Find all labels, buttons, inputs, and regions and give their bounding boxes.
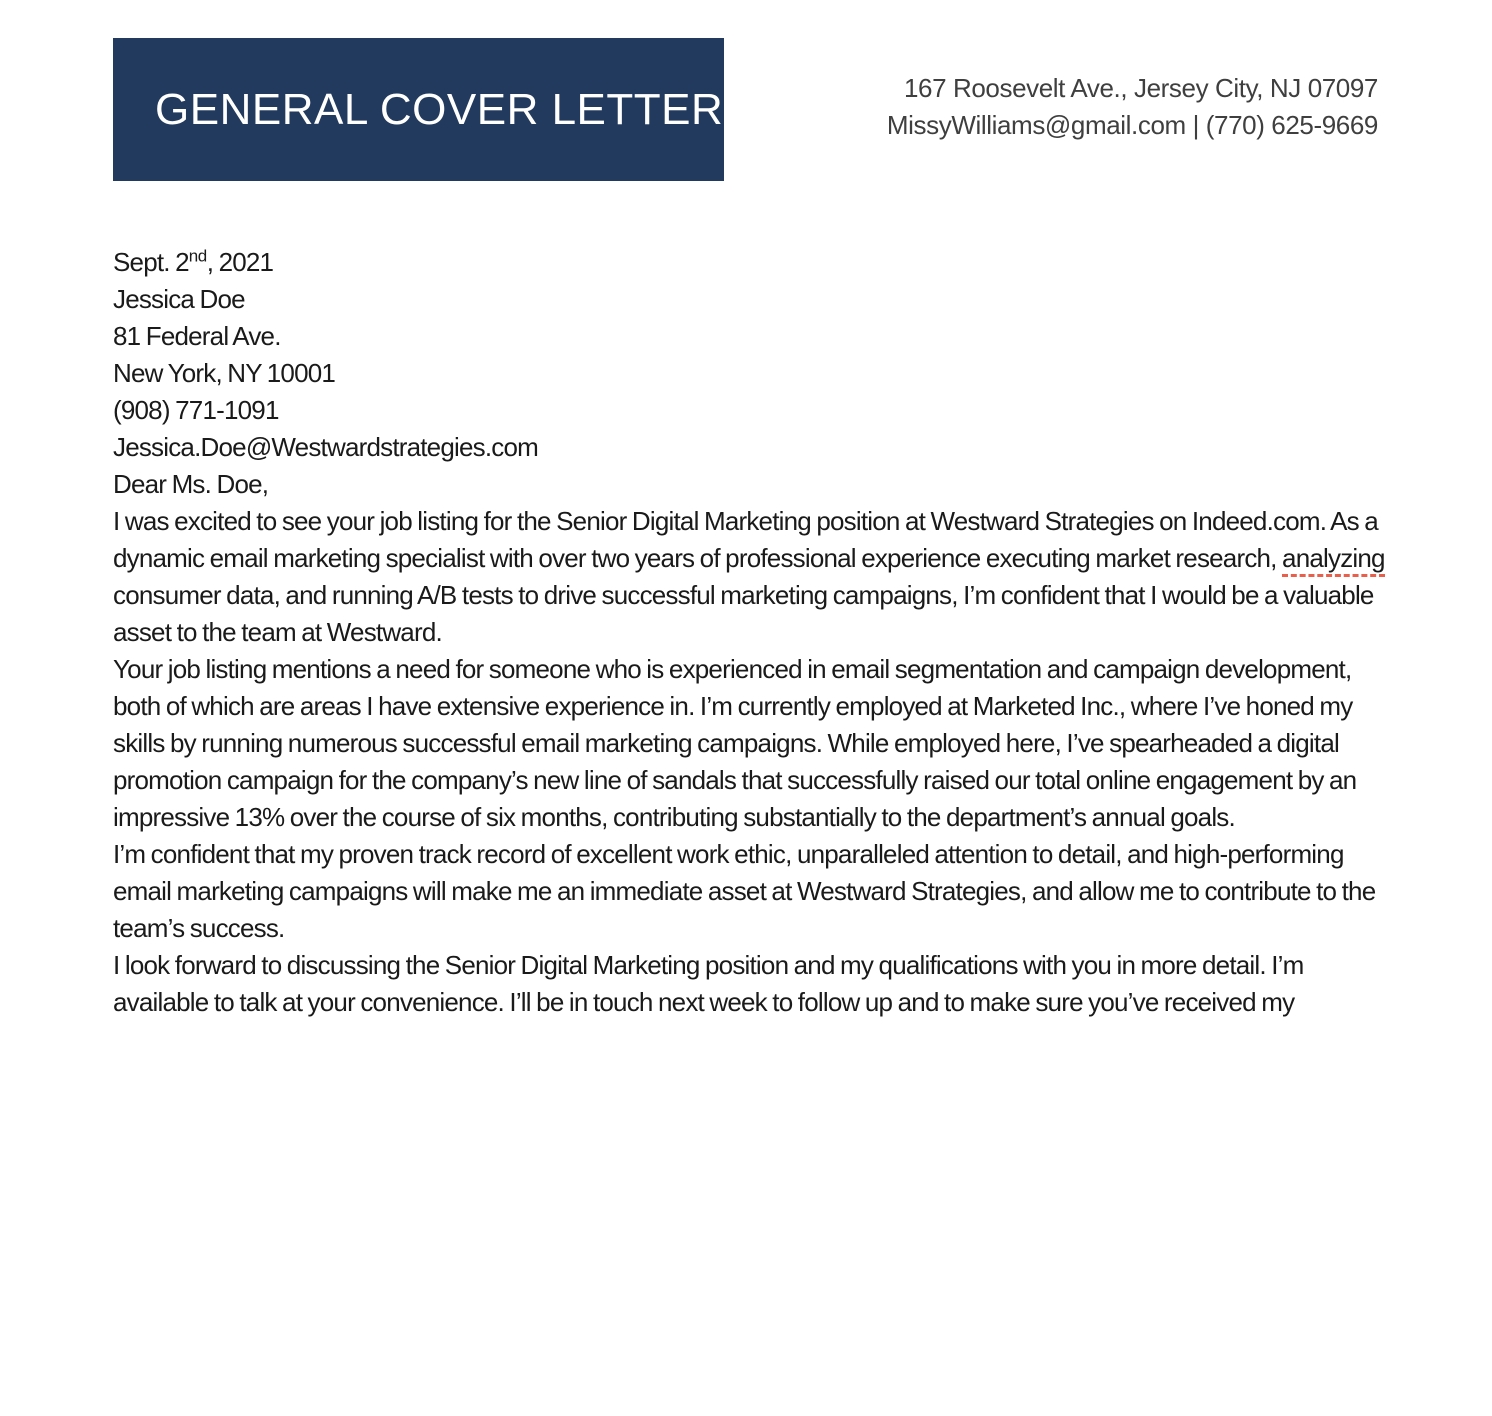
recipient-email: Jessica.Doe@Westwardstrategies.com: [113, 432, 538, 462]
salutation: Dear Ms. Doe,: [113, 469, 269, 499]
paragraph-1-text-post: consumer data, and running A/B tests to drive successful marketing campaigns, I’m confident that I would be a valuable asset to the team at Westward.: [113, 580, 1374, 647]
recipient-street: 81 Federal Ave.: [113, 321, 281, 351]
recipient-city: New York, NY 10001: [113, 358, 336, 388]
paragraph-1-text-pre: I was excited to see your job listing for the Senior Digital Marketing position at Westward Strategies on Indeed.com. As a dynamic email marketing specialist with over two years of professional experience executing market research,: [113, 506, 1378, 573]
paragraph-2: Your job listing mentions a need for someone who is experienced in email segmentation and campaign development, both of which are areas I have extensive experience in. I’m currently employed at Marketed Inc., where I’ve honed my skills by running numerous successful email marketing campaigns. While employed here, I’ve spearheaded a digital promotion campaign for the company’s new line of sandals that successfully raised our total online engagement by an impressive 13% over the course of six months, contributing substantially to the department’s annual goals.: [113, 654, 1357, 832]
sender-address-line: 167 Roosevelt Ave., Jersey City, NJ 07097: [903, 73, 1378, 103]
sender-email-phone-line: MissyWilliams@gmail.com | (770) 625-9669: [886, 110, 1378, 140]
misspelled-word-spellcheck-underline: analyzing: [1282, 543, 1385, 577]
letter-date: [113, 244, 1390, 281]
recipient-phone: (908) 771-1091: [113, 395, 279, 425]
recipient-name: Jessica Doe: [113, 284, 245, 314]
letter-title: GENERAL COVER LETTER: [155, 84, 724, 134]
paragraph-3: I’m confident that my proven track record of excellent work ethic, unparalleled attention to detail, and high-performing email marketing campaigns will make me an immediate asset at Westward Strategies, and allow me to contribute to the team’s success.: [113, 839, 1376, 943]
date-text-post: , 2021: [206, 247, 274, 277]
sender-contact-block: [887, 70, 1378, 144]
letter-title-banner: [113, 38, 724, 181]
date-text-pre: Sept. 2: [113, 247, 189, 277]
paragraph-4: I look forward to discussing the Senior Digital Marketing position and my qualifications with you in more detail. I’m available to talk at your convenience. I’ll be in touch next week to follow up and to make sure you’ve received my: [113, 950, 1304, 1017]
date-ordinal-superscript: nd: [188, 246, 207, 266]
letter-body: [113, 244, 1390, 1021]
paragraph-1: [113, 503, 1390, 651]
